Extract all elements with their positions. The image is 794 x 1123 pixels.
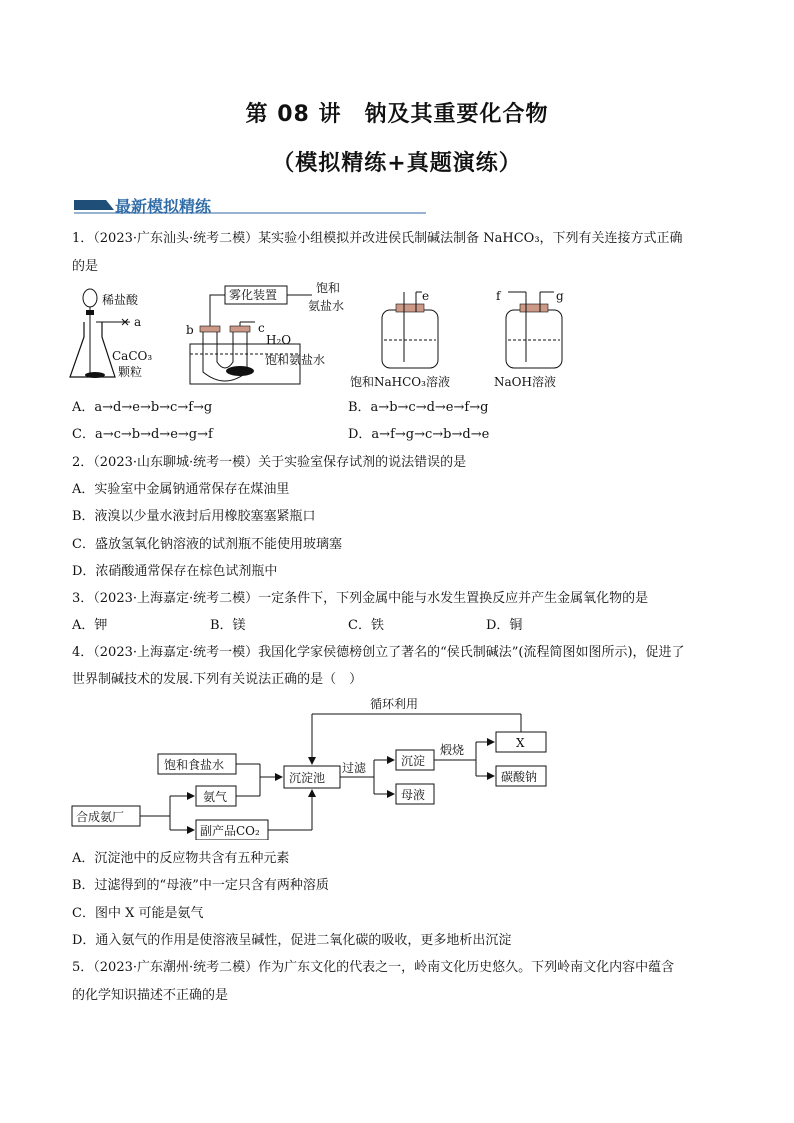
label-b: b <box>186 323 194 337</box>
flow-x: X <box>516 736 525 750</box>
q2-stem: 2．（2023·山东聊城·统考一模）关于实验室保存试剂的说法错误的是 <box>72 455 467 470</box>
q3-option-d: D．铜 <box>486 618 523 633</box>
q4-option-b: B．过滤得到的“母液”中一定只含有两种溶质 <box>72 878 329 893</box>
flow-calcine: 煅烧 <box>440 743 465 757</box>
q1-stem-line1: 1．（2023·广东汕头·统考二模）某实验小组模拟并改进侯氏制碱法制备 NaHCO₃，下列有关连接方式正确 <box>72 231 683 246</box>
label-g: g <box>556 289 564 303</box>
q1-apparatus-figure <box>60 282 580 394</box>
q3-option-c: C．铁 <box>348 618 384 633</box>
section-title: 最新模拟精练 <box>115 197 212 216</box>
q1-stem-line2: 的是 <box>72 259 99 274</box>
flow-soda: 碳酸钠 <box>501 770 538 784</box>
flow-co2: 副产品CO₂ <box>200 824 260 838</box>
label-sat: 饱和 <box>316 282 341 295</box>
q2-option-d: D．浓硝酸通常保存在棕色试剂瓶中 <box>72 564 278 579</box>
q1-option-a: A．a→d→e→b→c→f→g <box>72 400 213 415</box>
q4-option-a: A．沉淀池中的反应物共含有五种元素 <box>72 851 290 866</box>
flow-precipitate: 沉淀 <box>401 754 426 768</box>
label-h2o: H₂O <box>266 333 292 347</box>
q3-option-a: A．钾 <box>72 618 108 633</box>
label-sat-brine: 饱和氨盐水 <box>265 353 326 367</box>
q2-option-b: B．液溴以少量水液封后用橡胶塞塞紧瓶口 <box>72 509 316 524</box>
label-c: c <box>258 321 265 335</box>
q4-option-c: C．图中 X 可能是氨气 <box>72 906 204 921</box>
q1-option-d: D．a→f→g→c→b→d→e <box>348 427 490 442</box>
label-naoh: NaOH溶液 <box>494 375 556 389</box>
q4-stem-line2: 世界制碱技术的发展.下列有关说法正确的是（ ） <box>72 672 363 687</box>
flow-brine: 饱和食盐水 <box>164 758 225 772</box>
flow-recycle: 循环利用 <box>370 697 419 711</box>
page-title: 第 08 讲 钠及其重要化合物 <box>245 102 549 127</box>
label-acid: 稀盐酸 <box>102 293 139 307</box>
q2-option-a: A．实验室中金属钠通常保存在煤油里 <box>72 482 290 497</box>
q4-option-d: D．通入氨气的作用是使溶液呈碱性，促进二氧化碳的吸收，更多地析出沉淀 <box>72 933 512 948</box>
label-caco3: CaCO₃ <box>112 349 153 363</box>
q4-stem-line1: 4．（2023·上海嘉定·统考一模）我国化学家侯德榜创立了著名的“侯氏制碱法”(流程简图如图所示)，促进了 <box>72 645 685 660</box>
q2-option-c: C．盛放氢氧化钠溶液的试剂瓶不能使用玻璃塞 <box>72 537 342 552</box>
label-fog: 雾化装置 <box>229 288 278 302</box>
label-a: a <box>134 315 142 329</box>
q1-option-c: C．a→c→b→d→e→g→f <box>72 427 213 442</box>
flow-filter: 过滤 <box>342 761 367 775</box>
page-subtitle: （模拟精练+真题演练） <box>272 151 522 176</box>
flow-ammonia: 氨气 <box>203 790 228 804</box>
label-f: f <box>496 289 501 303</box>
q5-stem-line1: 5．（2023·广东潮州·统考二模）作为广东文化的代表之一，岭南文化历史悠久。下列岭南文化内容中蕴含 <box>72 960 675 975</box>
bottle-naoh <box>506 292 562 368</box>
q3-option-b: B．镁 <box>210 618 246 633</box>
q1-option-b: B．a→b→c→d→e→f→g <box>348 400 489 415</box>
bottle-nahco3 <box>382 292 438 368</box>
flow-tank: 沉淀池 <box>289 771 326 785</box>
flow-mother: 母液 <box>401 788 426 802</box>
label-granule: 颗粒 <box>118 365 143 379</box>
q5-stem-line2: 的化学知识描述不正确的是 <box>72 988 229 1003</box>
flow-ammonia-plant: 合成氨厂 <box>76 810 125 824</box>
q4-flowchart <box>70 694 560 840</box>
q3-stem: 3．（2023·上海嘉定·统考二模）一定条件下，下列金属中能与水发生置换反应并产生金属氧化物的是 <box>72 591 649 606</box>
label-ammonia-brine: 氨盐水 <box>308 299 345 313</box>
label-e: e <box>422 289 430 303</box>
label-nahco3: 饱和NaHCO₃溶液 <box>350 375 450 389</box>
